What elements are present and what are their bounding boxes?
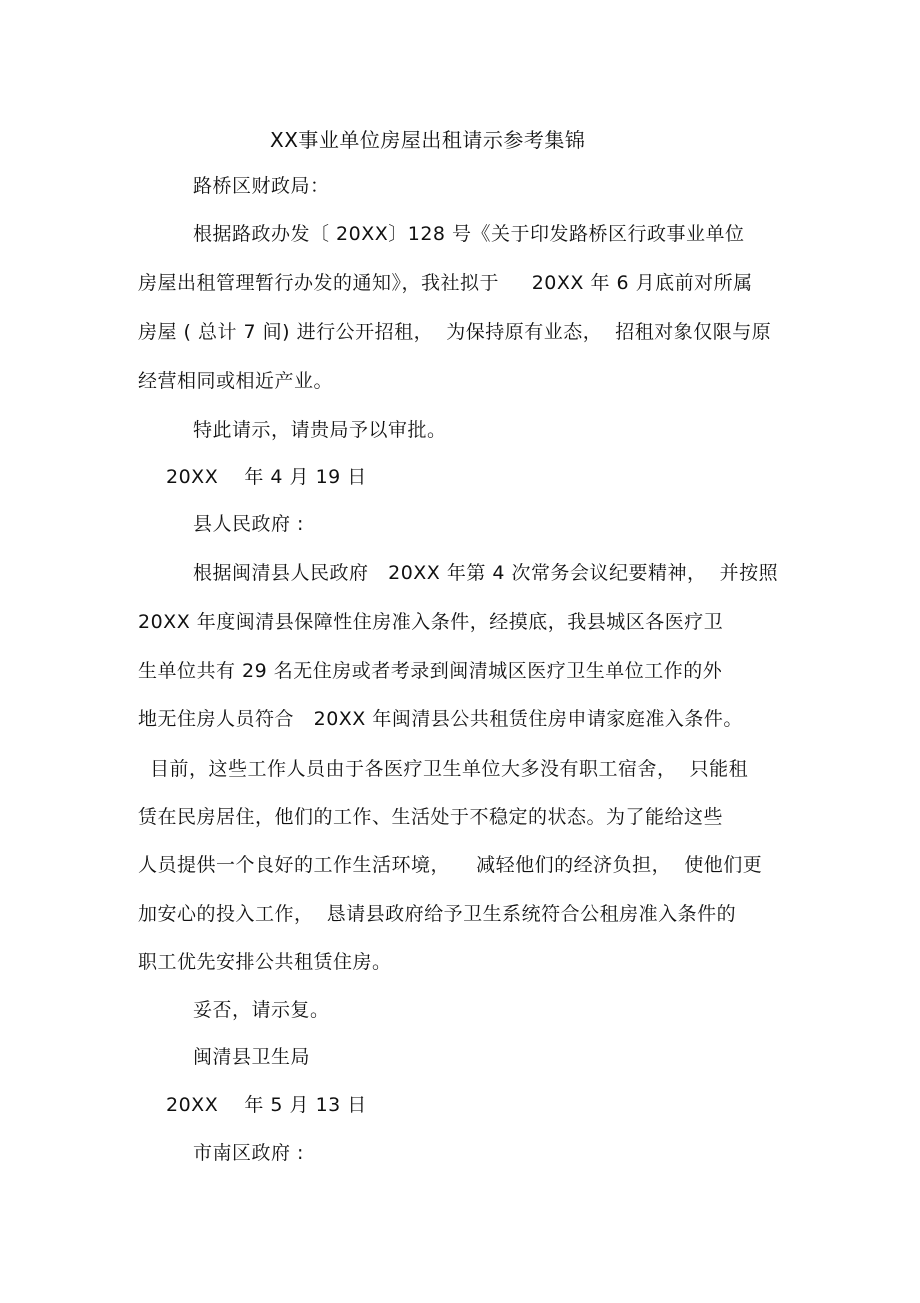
paragraph-line: 目前，这些工作人员由于各医疗卫生单位大多没有职工宿舍， 只能租	[150, 758, 749, 780]
paragraph-line: 经营相同或相近产业。	[138, 370, 334, 392]
date-line: 20XX 年 4 月 19 日	[166, 466, 367, 488]
paragraph-line: 职工优先安排公共租赁住房。	[138, 951, 392, 973]
paragraph-line: 人员提供一个良好的工作生活环境， 减轻他们的经济负担， 使他们更	[138, 854, 763, 876]
salutation: 市南区政府 :	[193, 1142, 304, 1164]
closing-line: 妥否，请示复。	[193, 999, 330, 1021]
paragraph-line: 地无住房人员符合 20XX 年闽清县公共租赁住房申请家庭准入条件。	[138, 708, 743, 730]
date-line: 20XX 年 5 月 13 日	[166, 1094, 367, 1116]
signature-org: 闽清县卫生局	[193, 1046, 311, 1068]
document-title: XX事业单位房屋出租请示参考集锦	[270, 128, 586, 152]
paragraph-line: 房屋出租管理暂行办发的通知》，我社拟于 20XX 年 6 月底前对所属	[138, 272, 753, 294]
paragraph-line: 生单位共有 29 名无住房或者考录到闽清城区医疗卫生单位工作的外	[138, 660, 723, 682]
paragraph-line: 20XX 年度闽清县保障性住房准入条件，经摸底，我县城区各医疗卫	[138, 611, 724, 633]
salutation: 路桥区财政局：	[193, 175, 330, 197]
salutation: 县人民政府 :	[193, 513, 304, 535]
paragraph-line: 赁在民房居住，他们的工作、生活处于不稳定的状态。为了能给这些	[138, 806, 724, 828]
paragraph-line: 房屋 ( 总计 7 间) 进行公开招租， 为保持原有业态， 招租对象仅限与原	[138, 321, 772, 343]
paragraph-line: 根据路政办发〔 20XX〕128 号《关于印发路桥区行政事业单位	[193, 223, 745, 245]
paragraph-line: 根据闽清县人民政府 20XX 年第 4 次常务会议纪要精神， 并按照	[193, 562, 779, 584]
closing-line: 特此请示，请贵局予以审批。	[193, 419, 447, 441]
paragraph-line: 加安心的投入工作， 恳请县政府给予卫生系统符合公租房准入条件的	[138, 903, 737, 925]
